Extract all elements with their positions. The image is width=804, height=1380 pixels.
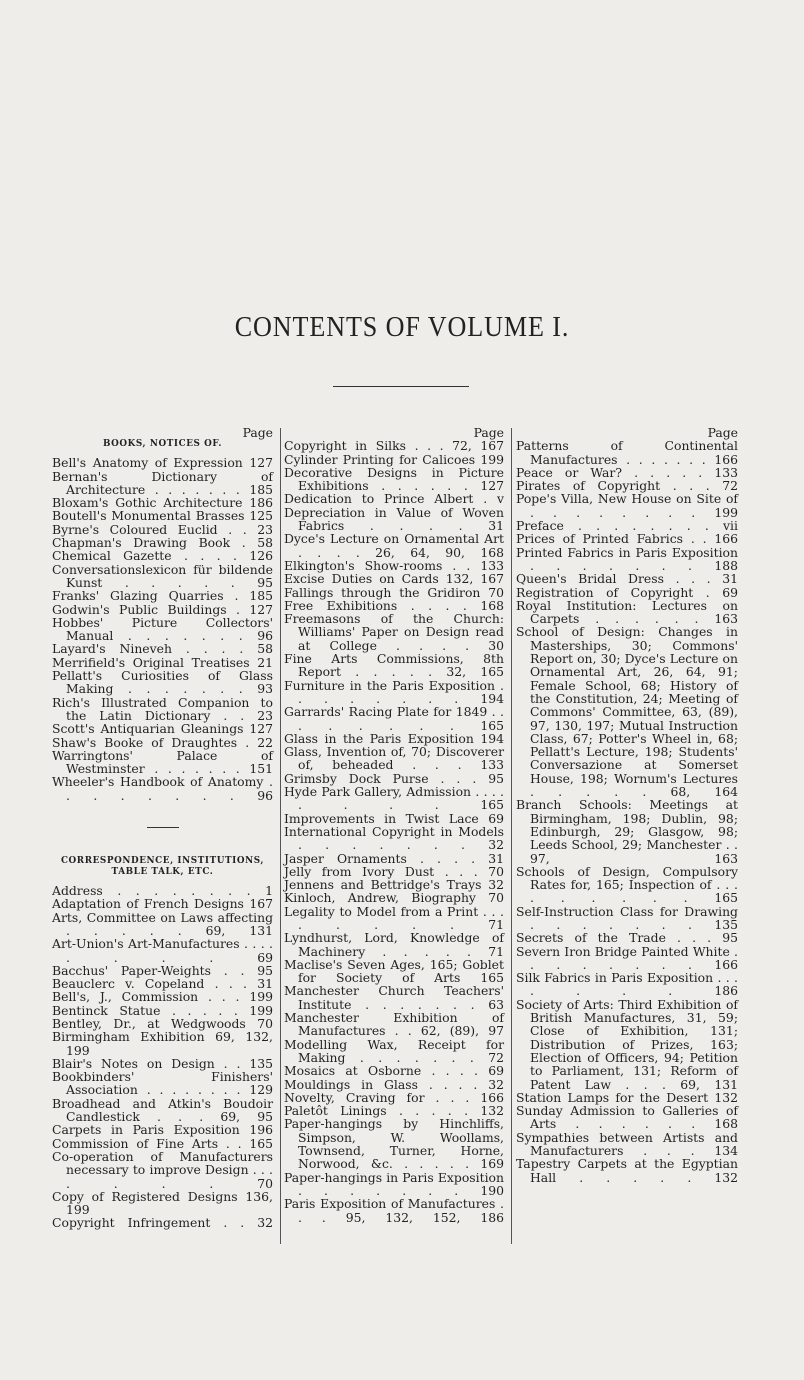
index-column-2 (284, 426, 504, 1224)
index-entry: Secrets of the Trade . . . 95 (516, 930, 738, 946)
section-heading: BOOKS, NOTICES OF. (102, 439, 223, 450)
index-entry: Pirates of Copyright . . . 72 (516, 478, 738, 494)
column-divider-1 (280, 428, 281, 1244)
index-entry: Dedication to Prince Albert . v (284, 491, 504, 507)
index-entry: Paper-hangings in Paris Exposition . . . . . . . 190 (284, 1169, 504, 1198)
index-entry: Blair's Notes on Design . . 135 (52, 1055, 273, 1071)
entry-list (516, 439, 738, 1184)
index-entry: Byrne's Coloured Euclid . . 23 (52, 521, 273, 537)
index-entry: Paletôt Linings . . . . . 132 (284, 1103, 504, 1119)
entry-list (52, 884, 273, 1230)
index-entry: Registration of Copyright . 69 (516, 584, 738, 600)
index-entry: Bell's Anatomy of Expression 127 (52, 455, 273, 471)
index-entry: Station Lamps for the Desert 132 (516, 1089, 738, 1105)
index-entry: Co-operation of Manufacturers necessary to improve Design . . . . . . . 70 (52, 1148, 273, 1191)
index-entry: Hyde Park Gallery, Admission . . . . . . . . 165 (284, 784, 504, 813)
index-entry: Franks' Glazing Quarries . 185 (52, 588, 273, 604)
index-entry: Schools of Design, Compulsory Rates for, 165; Inspection of . . . . . . . . . 165 (516, 863, 738, 906)
index-entry: Bloxam's Gothic Architecture 186 (52, 495, 273, 511)
index-entry: School of Design: Changes in Masterships, 30; Commons' Report on, 30; Dyce's Lecture on Ornamental Art, 26, 64, 91; Female School, 68; History of the Constitution, 24; Meeting of Commons' Committee, 63, (89), 97, 130, 197; Mutual Instruction Class, 67; Potter's Wheel in, 68; Pellatt's Lecture, 198; Students' Conversazione at Somerset House, 198; Wornum's Lectures . . . . . 68, 164 (516, 624, 738, 800)
index-entry: Boutell's Monumental Brasses 125 (52, 508, 273, 524)
index-entry: Manchester Church Teachers' Institute . . . . . . . 63 (284, 983, 504, 1012)
index-entry: Decorative Designs in Picture Exhibitions . . . . . . 127 (284, 464, 504, 494)
index-entry: Silk Fabrics in Paris Exposition . . . . . . . 186 (516, 970, 738, 999)
index-entry: Novelty, Craving for . . . 166 (284, 1089, 504, 1105)
index-entry: Royal Institution: Lectures on Carpets . . . . . . 163 (516, 597, 738, 627)
page-label: Page (242, 425, 273, 440)
index-entry: Rich's Illustrated Companion to the Latin Dictionary . . 23 (52, 694, 273, 723)
index-entry: Improvements in Twist Lace 69 (284, 810, 504, 826)
index-entry: Carpets in Paris Exposition 196 (52, 1122, 273, 1138)
index-entry: Paper-hangings by Hinchliffs, Simpson, W. Woollams, Townsend, Turner, Horne, Norwood, &c. . . . . . 169 (284, 1116, 504, 1172)
index-entry: Sunday Admission to Galleries of Arts . . . . . . 168 (516, 1103, 738, 1132)
index-entry: Art-Union's Art-Manufactures . . . . . . . . 69 (52, 936, 273, 965)
index-entry: Jasper Ornaments . . . . 31 (284, 850, 504, 866)
index-entry: Peace or War? . . . . . 133 (516, 464, 738, 480)
index-entry: Legality to Model from a Print . . . . . . . . 71 (284, 903, 504, 932)
column-divider-2 (511, 428, 512, 1244)
index-entry: Adaptation of French Designs 167 (52, 896, 273, 912)
index-entry: Glass in the Paris Exposition 194 (284, 730, 504, 746)
index-entry: Self-Instruction Class for Drawing . . . . . . . 135 (516, 903, 738, 932)
index-entry: Furniture in the Paris Exposition . . . . . . . . 194 (284, 677, 504, 706)
index-entry: Preface . . . . . . . . vii (516, 518, 738, 534)
index-entry: Warringtons' Palace of Westminster . . . . . . . 151 (52, 747, 273, 777)
index-entry: Hobbes' Picture Collectors' Manual . . . . . . . 96 (52, 614, 273, 644)
index-entry: Bell's, J., Commission . . . 199 (52, 989, 273, 1005)
index-entry: Modelling Wax, Receipt for Making . . . . . . . 72 (284, 1036, 504, 1065)
index-entry: Kinloch, Andrew, Biography 70 (284, 890, 504, 906)
index-entry: Manchester Exhibition of Manufactures . . 62, (89), 97 (284, 1010, 504, 1039)
index-entry: Godwin's Public Buildings . 127 (52, 601, 273, 617)
index-entry: Scott's Antiquarian Gleanings 127 (52, 721, 273, 737)
index-entry: Paris Exposition of Manufactures . . . 95, 132, 152, 186 (284, 1196, 504, 1225)
index-entry: Fallings through the Gridiron 70 (284, 584, 504, 600)
index-entry: Garrards' Racing Plate for 1849 . . . . . . . . 165 (284, 704, 504, 733)
index-entry: Address . . . . . . . . 1 (52, 883, 273, 899)
index-entry: Depreciation in Value of Woven Fabrics . . . . 31 (284, 504, 504, 534)
title-rule (333, 386, 469, 387)
index-entry: Mouldings in Glass . . . . 32 (284, 1076, 504, 1092)
index-entry: Patterns of Continental Manufactures . . . . . . . 166 (516, 438, 738, 467)
index-entry: Birmingham Exhibition 69, 132, 199 (52, 1029, 273, 1058)
index-entry: Freemasons of the Church: Williams' Paper on Design read at College . . . . 30 (284, 611, 504, 653)
index-entry: Grimsby Dock Purse . . . 95 (284, 770, 504, 786)
index-entry: Copy of Registered Designs 136, 199 (52, 1188, 273, 1218)
index-entry: Chemical Gazette . . . . 126 (52, 548, 273, 564)
index-entry: Excise Duties on Cards 132, 167 (284, 571, 504, 587)
page-label: Page (473, 425, 504, 440)
index-column-1 (52, 426, 273, 1230)
index-entry: Maclise's Seven Ages, 165; Goblet for Society of Arts 165 (284, 956, 504, 986)
index-entry: Tapestry Carpets at the Egyptian Hall . . . . . 132 (516, 1156, 738, 1185)
index-entry: Jelly from Ivory Dust . . . 70 (284, 863, 504, 879)
index-entry: Prices of Printed Fabrics . . 166 (516, 531, 738, 547)
index-entry: Commission of Fine Arts . . 165 (52, 1135, 273, 1151)
page-label: Page (707, 425, 738, 440)
entry-list (52, 456, 273, 802)
index-entry: Conversationslexicon für bildende Kunst . . . . . 95 (52, 561, 273, 590)
index-entry: Broadhead and Atkin's Boudoir Candlestick . . . 69, 95 (52, 1095, 273, 1125)
index-entry: Bookbinders' Finishers' Association . . . . . . . . 129 (52, 1069, 273, 1098)
index-entry: Sympathies between Artists and Manufacturers . . . 134 (516, 1129, 738, 1159)
index-entry: Bacchus' Paper-Weights . . 95 (52, 962, 273, 978)
index-entry: Mosaics at Osborne . . . . 69 (284, 1063, 504, 1079)
index-entry: Severn Iron Bridge Painted White . . . . . . . . 166 (516, 943, 738, 972)
index-entry: Bentley, Dr., at Wedgwoods 70 (52, 1015, 273, 1031)
index-column-3 (516, 426, 738, 1184)
index-entry: Jennens and Bettridge's Trays 32 (284, 877, 504, 893)
index-entry: Queen's Bridal Dress . . . 31 (516, 571, 738, 587)
index-entry: Layard's Nineveh . . . . 58 (52, 641, 273, 657)
index-entry: Copyright in Silks . . . 72, 167 (284, 438, 504, 454)
index-entry: Arts, Committee on Laws affecting . . . . . 69, 131 (52, 909, 273, 938)
index-entry: Bernan's Dictionary of Architecture . . . . . . . 185 (52, 468, 273, 497)
section-heading: CORRESPONDENCE, INSTITUTIONS, TABLE TALK, ETC. (60, 856, 265, 878)
index-entry: Free Exhibitions . . . . 168 (284, 597, 504, 613)
index-entry: Glass, Invention of, 70; Discoverer of, beheaded . . . 133 (284, 744, 504, 773)
index-entry: Bentinck Statue . . . . . 199 (52, 1002, 273, 1018)
index-entry: Society of Arts: Third Exhibition of British Manufactures, 31, 59; Close of Exhibition, 131; Distribution of Prizes, 163; Election of Officers, 94; Petition to Parliament, 131; Reform of Patent Law . . . 69, 131 (516, 996, 738, 1092)
index-entry: Chapman's Drawing Book . 58 (52, 535, 273, 551)
index-entry: Copyright Infringement . . 32 (52, 1215, 273, 1231)
entry-list (284, 439, 504, 1224)
index-entry: Wheeler's Handbook of Anatomy . . . . . . . . 96 (52, 774, 273, 803)
index-entry: Branch Schools: Meetings at Birmingham, 198; Dublin, 98; Edinburgh, 29; Glasgow, 98; Leeds School, 29; Manchester . . 97, 163 (516, 797, 738, 866)
index-entry: Cylinder Printing for Calicoes 199 (284, 451, 504, 467)
index-entry: Shaw's Booke of Draughtes . 22 (52, 734, 273, 750)
index-entry: Printed Fabrics in Paris Exposition . . . . . . . 188 (516, 544, 738, 573)
section-books (52, 439, 273, 802)
section-divider (147, 827, 179, 828)
index-entry: Pellatt's Curiosities of Glass Making . . . . . . . 93 (52, 668, 273, 697)
page-title: CONTENTS OF VOLUME I. (234, 311, 570, 343)
index-entry: Elkington's Show-rooms . . 133 (284, 557, 504, 573)
index-entry: Pope's Villa, New House on Site of . . . . . . . . 199 (516, 491, 738, 520)
index-entry: Fine Arts Commissions, 8th Report . . . . . 32, 165 (284, 651, 504, 680)
index-entry: International Copyright in Models . . . . . . . 32 (284, 823, 504, 853)
index-entry: Lyndhurst, Lord, Knowledge of Machinery . . . . . 71 (284, 930, 504, 959)
index-entry: Beauclerc v. Copeland . . . 31 (52, 976, 273, 992)
section-correspondence (52, 856, 273, 1230)
index-entry: Dyce's Lecture on Ornamental Art . . . . 26, 64, 90, 168 (284, 531, 504, 560)
index-entry: Merrifield's Original Treatises 21 (52, 654, 273, 670)
